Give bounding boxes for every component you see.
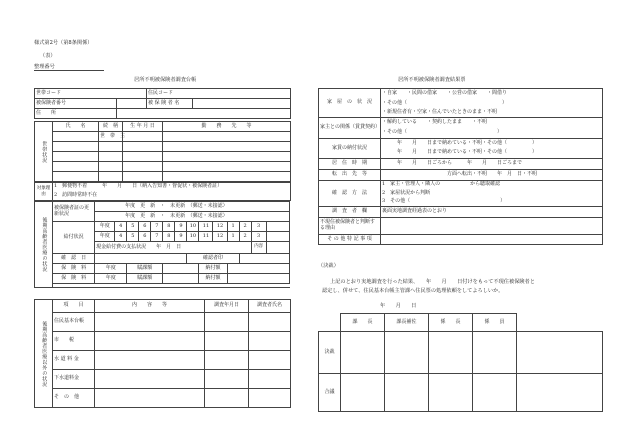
survey-date-header: 調査年月日 (205, 300, 249, 313)
col-birth: 生 年 月 日 (123, 122, 163, 132)
decision-text-2: 認定し、併せて、住民基本台帳主管課へ住民票の処理依頼をしてよろしいか。 (322, 288, 504, 294)
method-1: 1 家主・管理人・隣人の から聴取確認 (381, 181, 603, 190)
item-row: そ の 他 (53, 389, 95, 408)
method-3: 3 その他（ ） (381, 198, 603, 207)
approval-table (318, 313, 603, 412)
householder-label: 世 帯 主 (99, 132, 123, 142)
rent-label: 家賃の納付状況 (319, 139, 381, 159)
form-side: （表） (40, 53, 56, 59)
elderly-status-label: 後期高齢者医療の状況 (35, 202, 53, 288)
address-label: 住 所 (35, 109, 117, 119)
month-cell: 2 (239, 232, 251, 242)
household-code-label: 世帯コード (35, 89, 147, 99)
moved-to-label: 転 出 先 等 (319, 170, 381, 181)
year-label: 年度 (95, 264, 127, 274)
form-number: 様式第2号（第8条関係） (34, 40, 93, 46)
moved-value: 方面へ転出・不明 年 月 日・不明 (381, 170, 603, 181)
household-table (34, 121, 291, 182)
house-opts-3: ・新規住者有・空家・住んでいたときのまま・不明 (381, 109, 603, 118)
landlord-opts-1: ・解約している ・契約したまま ・不明 (381, 118, 603, 129)
left-title: 居所不明被保険者調査台帳 (134, 77, 197, 83)
month-cell: 10 (187, 222, 199, 232)
role-header: 係 長 (429, 314, 473, 332)
paid-label: 納付額 (199, 264, 227, 274)
col-name: 氏 名 (53, 122, 99, 132)
paid-label: 納付額 (199, 274, 227, 284)
house-opts-2: ・その他（ ） (381, 100, 603, 109)
insured-name-label: 被 保 険 者 名 (147, 99, 193, 109)
confirmer-label: 確認者印 (187, 254, 239, 264)
approval-label: 決裁 (319, 332, 341, 374)
item-row: 市 税 (53, 332, 95, 351)
reason-1: 1 郵便物不着 年 月 日（納入告知書・督促状・被保険者証） (53, 183, 291, 192)
month-cell: 9 (175, 232, 187, 242)
method-2: 2 家屋状況から判断 (381, 190, 603, 198)
cert-status-label: 被保険者証の更新状況 (53, 202, 95, 222)
result-table (318, 88, 603, 245)
role-header: 課 長 (341, 314, 385, 332)
remarks-label: そ の 他 特 記 事 項 (319, 235, 381, 245)
month-cell: 8 (163, 222, 175, 232)
detail-header: 内 容 等 (95, 300, 205, 313)
reason-label: 不現住被保険者と判断する理由 (319, 218, 381, 235)
item-row: 水 道 料 金 (53, 351, 95, 370)
fy-label-b: 年度 (95, 232, 115, 242)
month-cell: 9 (175, 222, 187, 232)
month-cell: 2 (239, 222, 251, 232)
month-cell: 7 (151, 232, 163, 242)
residence-value: 年 月 日ごろから 年 月 日ごろまで (381, 159, 603, 170)
house-opts-1: ・自家 ・民間の借家 ・公営の借家 ・間借り (381, 89, 603, 100)
benefit-status-label: 給付状況 (53, 222, 95, 254)
assessed-label: 賦課額 (127, 264, 163, 274)
consultation-label: 合議 (319, 374, 341, 412)
decision-label: （決裁） (318, 263, 339, 269)
elderly-table (34, 201, 290, 288)
house-status-label: 家 屋 の 状 況 (319, 89, 381, 118)
month-cell: 4 (115, 222, 127, 232)
item-header: 項 目 (53, 300, 95, 313)
month-cell: 4 (115, 232, 127, 242)
month-cell: 6 (139, 232, 151, 242)
resident-code-label: 住民コード (147, 89, 291, 99)
household-status-label: 世帯状況 (35, 122, 53, 182)
month-cell: 12 (213, 222, 227, 232)
target-reason-label: 対象理由 (35, 183, 53, 201)
month-cell: 5 (127, 222, 139, 232)
target-reason-table (34, 182, 291, 201)
month-cell: 11 (199, 222, 213, 232)
item-row: 住民基本台帳 (53, 313, 95, 332)
year-label: 年度 (95, 274, 127, 284)
management-number-label: 整理番号 (34, 64, 104, 71)
insured-number-label: 被保険者番号 (35, 99, 117, 109)
content-label: 内容 (251, 242, 266, 254)
confirm-method-label: 確 認 方 法 (319, 181, 381, 207)
month-cell: 3 (251, 222, 266, 232)
left-info-table (34, 88, 291, 119)
month-cell: 6 (139, 222, 151, 232)
residence-period-label: 居 住 時 期 (319, 159, 381, 170)
month-cell: 11 (199, 232, 213, 242)
surveyor-label: 調 査 者 欄 (319, 207, 381, 218)
role-header: 係 員 (473, 314, 517, 332)
renew-2: 年度 更 新 ・ 未更新 （郵送・未接認） (95, 212, 290, 222)
item-row: 下水道料金 (53, 370, 95, 389)
renew-1: 年度 更 新 ・ 未更新 （郵送・未接認） (95, 202, 290, 212)
other-status-table (34, 299, 291, 408)
month-cell: 3 (251, 232, 266, 242)
col-relation: 続 柄 (99, 122, 123, 132)
month-cell: 1 (227, 222, 239, 232)
premium-1: 保 険 料 (53, 264, 95, 274)
rent-2: 年 月 日まで納めている・不明・その他（ ） (381, 149, 603, 159)
landlord-opts-2: ・その他（ ） (381, 129, 603, 139)
right-title: 居所不明被保険者調査結果票 (398, 77, 466, 83)
last-payment: 現金給付費の支払状況 年 月 日 (95, 242, 251, 254)
col-work: 勤 務 先 等 (163, 122, 291, 132)
decision-text-1: 上記のとおり実地調査を行った結果、 年 月 日付けをもって不現住被保険者と (330, 279, 535, 285)
fy-label-a: 年度 (95, 222, 115, 232)
premium-2: 保 険 料 (53, 274, 95, 284)
rent-1: 年 月 日まで納めている・不明・その他（ ） (381, 139, 603, 149)
landlord-label: 家主との関係（賃貸契約） (319, 118, 381, 139)
confirm-date-label: 確 認 日 (53, 254, 95, 264)
reason-2: 2 訪問時常時不在 (53, 192, 291, 201)
month-cell: 7 (151, 222, 163, 232)
month-cell: 1 (227, 232, 239, 242)
role-header: 課長補佐 (385, 314, 429, 332)
surveyor-value: 裏面実地調査経過表のとおり (381, 207, 603, 218)
month-cell: 8 (163, 232, 175, 242)
month-cell: 5 (127, 232, 139, 242)
assessed-label: 賦課額 (127, 274, 163, 284)
decision-date: 年 月 日 (380, 303, 417, 309)
month-cell: 12 (213, 232, 227, 242)
month-cell: 10 (187, 232, 199, 242)
other-status-label: 後期高齢者医療以外の状況 (35, 300, 53, 408)
surveyor-header: 調査者氏名 (249, 300, 291, 313)
